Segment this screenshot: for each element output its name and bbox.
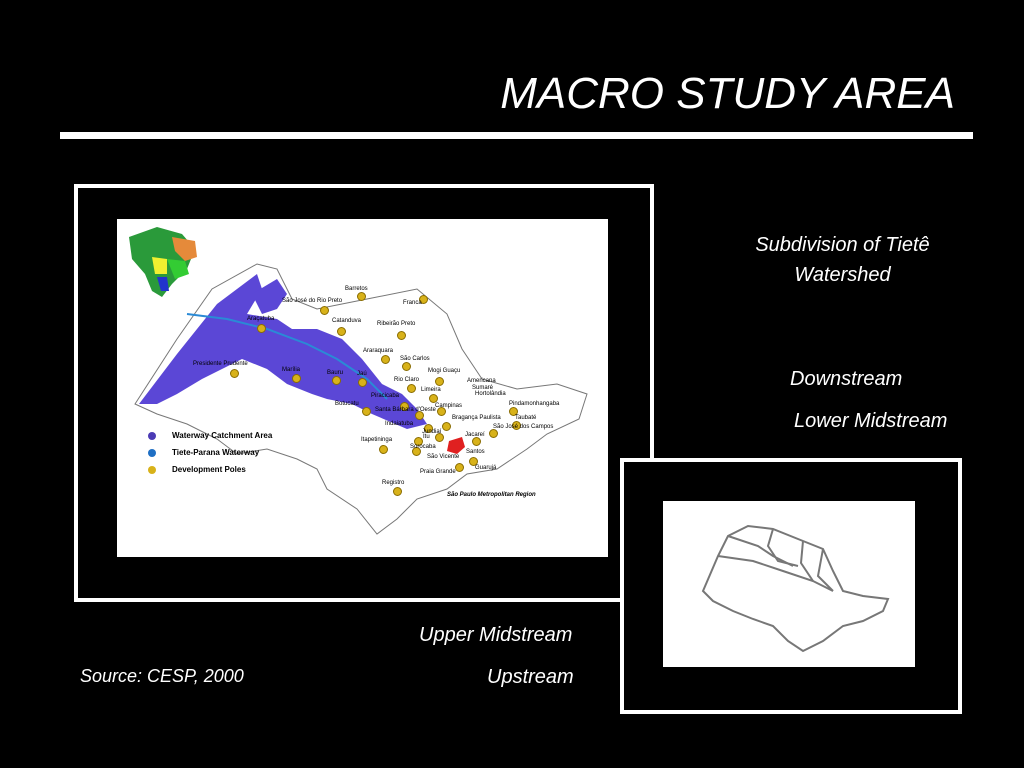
- brazil-locator-map: [129, 227, 197, 297]
- region-label-upper-midstream: Upper Midstream: [419, 624, 573, 646]
- slide-title: MACRO STUDY AREA: [500, 69, 955, 118]
- source-citation: Source: CESP, 2000: [80, 666, 244, 686]
- city-label: Jaú: [357, 371, 367, 377]
- map-graphic: [117, 219, 608, 557]
- metro-region: [447, 437, 465, 454]
- development-pole: [435, 377, 444, 386]
- city-label: Mogi Guaçu: [428, 368, 461, 374]
- region-label-downstream: Downstream: [790, 368, 903, 390]
- city-label: Santos: [466, 449, 485, 455]
- city-label: Praia Grande: [420, 469, 456, 475]
- city-label: Taubaté: [515, 415, 537, 421]
- waterway-dot-icon: [148, 449, 156, 457]
- city-label: Indaiatuba: [385, 421, 414, 427]
- city-label: Bragança Paulista: [452, 415, 501, 421]
- city-label: Presidente Prudente: [193, 361, 248, 367]
- city-label: Catanduva: [332, 318, 362, 324]
- development-pole: [381, 355, 390, 364]
- development-pole: [442, 422, 451, 431]
- watershed-outline: [663, 501, 915, 667]
- pole-dot-icon: [148, 466, 156, 474]
- city-label: Itapetininga: [361, 437, 393, 443]
- city-label: Registro: [382, 480, 405, 486]
- city-label: Sumaré: [472, 385, 494, 391]
- city-label: São José dos Campos: [493, 424, 554, 430]
- subtitle: Subdivision of Tietê Watershed: [755, 234, 930, 286]
- city-label: Botucatu: [335, 401, 359, 407]
- city-label: Campinas: [435, 403, 463, 409]
- development-pole: [292, 374, 301, 383]
- city-label: Araçatuba: [247, 316, 275, 322]
- city-label: Americana: [467, 378, 496, 384]
- city-label: Sorocaba: [410, 444, 436, 450]
- region-label-lower-midstream: Lower Midstream: [794, 410, 948, 432]
- sao-paulo-map: [117, 219, 608, 557]
- city-label: Itu: [423, 434, 430, 440]
- development-pole: [230, 369, 239, 378]
- city-label: Rio Claro: [394, 377, 420, 383]
- development-pole: [358, 378, 367, 387]
- development-pole: [320, 306, 329, 315]
- city-label: Marília: [282, 367, 301, 373]
- development-pole: [357, 292, 366, 301]
- development-pole: [362, 407, 371, 416]
- city-label: Limeira: [421, 387, 441, 393]
- city-label: Piracicaba: [371, 393, 400, 399]
- city-label: Jundiaí: [422, 429, 442, 435]
- city-label: Guarujá: [475, 465, 497, 471]
- watershed-subdivision-map: [663, 501, 915, 667]
- development-pole: [455, 463, 464, 472]
- development-pole: [402, 362, 411, 371]
- development-pole: [337, 327, 346, 336]
- city-label: Franca: [403, 300, 422, 306]
- city-label: Araraquara: [363, 348, 394, 354]
- city-label: Santa Bárbara d'Oeste: [375, 407, 436, 413]
- development-pole: [429, 394, 438, 403]
- city-label: Jacareí: [465, 432, 485, 438]
- city-label: Hortolândia: [475, 391, 506, 397]
- city-label: São José do Rio Preto: [282, 298, 343, 304]
- legend-label: Tiete-Parana Waterway: [172, 448, 260, 457]
- metro-region-label: São Paulo Metropolitan Region: [447, 492, 536, 498]
- city-label: Bauru: [327, 370, 344, 376]
- region-label-upstream: Upstream: [487, 666, 574, 688]
- legend-label: Waterway Catchment Area: [172, 431, 273, 440]
- development-pole: [489, 429, 498, 438]
- development-pole: [379, 445, 388, 454]
- city-label: Pindamonhangaba: [509, 401, 560, 407]
- catchment-dot-icon: [148, 432, 156, 440]
- city-label: São Vicente: [427, 454, 460, 460]
- development-pole: [472, 437, 481, 446]
- city-label: Barretos: [345, 286, 368, 292]
- legend-label: Development Poles: [172, 465, 246, 474]
- city-label: São Carlos: [400, 356, 430, 362]
- development-pole: [332, 376, 341, 385]
- development-pole: [257, 324, 266, 333]
- development-pole: [393, 487, 402, 496]
- title-divider: [60, 132, 973, 139]
- city-label: Ribeirão Preto: [377, 321, 416, 327]
- development-pole: [397, 331, 406, 340]
- development-pole: [407, 384, 416, 393]
